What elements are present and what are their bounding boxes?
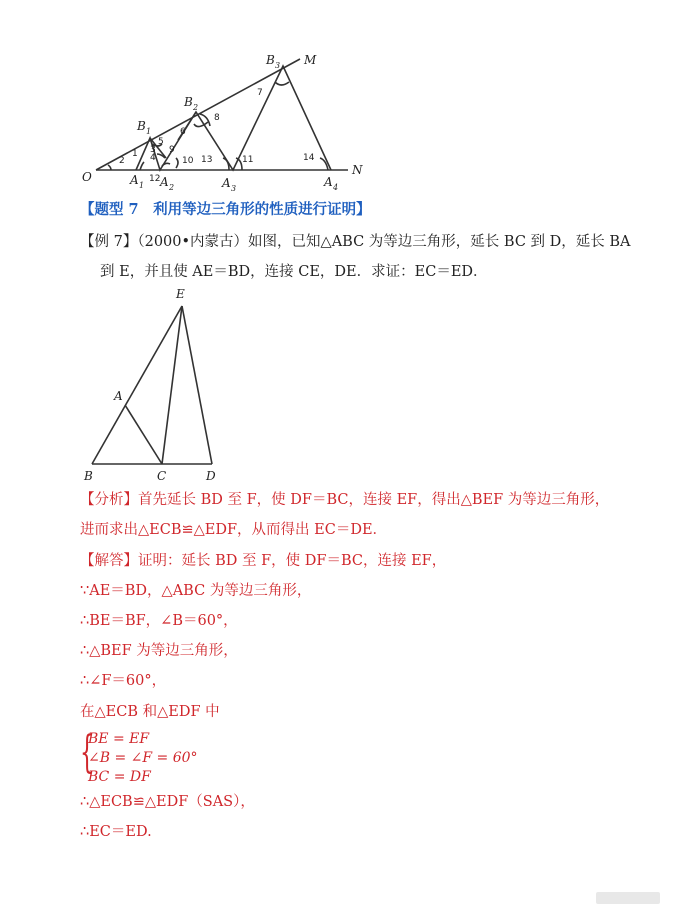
svg-text:C: C [157,469,167,483]
example-line-2: 到 E，并且使 AE＝BD，连接 CE，DE．求证：EC＝ED． [100,264,488,280]
svg-text:5: 5 [158,137,164,147]
solution-line-5: ∴∠F＝60°， [80,673,167,689]
svg-text:14: 14 [303,153,315,163]
figure-triangle [0,280,690,483]
svg-text:D: D [206,469,216,483]
svg-text:B: B [184,95,193,109]
svg-text:3: 3 [150,145,156,155]
svg-text:13: 13 [201,155,213,165]
svg-text:10: 10 [182,156,194,166]
solution-line-7: ∴△ECB≌△EDF（SAS）， [80,794,255,810]
solution-line-6: 在△ECB 和△EDF 中 [80,704,220,720]
svg-text:A: A [114,389,123,403]
svg-text:3: 3 [231,184,237,193]
svg-text:12: 12 [149,174,161,184]
segment-ac [125,405,162,464]
zigzag [136,66,331,170]
svg-text:2: 2 [193,103,199,112]
system-brace: { [80,727,94,778]
svg-text:A: A [130,173,139,187]
svg-text:9: 9 [169,145,175,155]
solution-line-2: ∵AE＝BD，△ABC 为等边三角形， [80,583,312,599]
solution-line-1: 【解答】证明：延长 BD 至 F，使 DF＝BC，连接 EF， [80,553,447,569]
svg-text:2: 2 [169,183,175,192]
system-line-3: BC = DF [88,769,151,785]
svg-text:O: O [82,170,92,184]
svg-text:B: B [84,469,93,483]
svg-text:A: A [222,176,231,190]
svg-text:11: 11 [242,155,254,165]
svg-text:1: 1 [132,149,138,159]
svg-text:A: A [324,175,333,189]
segment-be [92,306,182,464]
svg-text:A: A [160,175,169,189]
svg-text:8: 8 [214,113,220,123]
svg-text:N: N [352,163,363,177]
system-line-1: BE = EF [88,731,150,747]
svg-text:4: 4 [333,183,339,192]
solution-line-8: ∴EC＝ED. [80,824,152,840]
svg-text:M: M [304,53,317,67]
svg-text:E: E [176,287,185,301]
svg-text:B: B [137,119,146,133]
svg-text:4: 4 [150,153,156,163]
segment-de [182,306,212,464]
analysis-line-1: 【分析】首先延长 BD 至 F，使 DF＝BC，连接 EF，得出△BEF 为等边三角形， [80,492,610,508]
section-title: 【题型 7 利用等边三角形的性质进行证明】 [80,201,371,218]
svg-text:3: 3 [275,61,281,70]
solution-line-4: ∴△BEF 为等边三角形， [80,643,238,659]
system-line-2: ∠B = ∠F = 60° [88,750,198,766]
segment-ce [162,306,182,464]
solution-line-3: ∴BE＝BF，∠B＝60°， [80,613,238,629]
figure-angles-lines [0,0,690,200]
svg-text:6: 6 [180,127,186,137]
svg-text:2: 2 [119,156,125,166]
watermark [596,892,660,904]
svg-text:7: 7 [257,88,263,98]
analysis-line-2: 进而求出△ECB≌△EDF，从而得出 EC＝DE． [80,522,388,538]
svg-text:B: B [266,53,275,67]
example-line-1: 【例 7】（2000•内蒙古）如图，已知△ABC 为等边三角形，延长 BC 到 D，延长 BA [80,234,631,250]
svg-text:1: 1 [139,181,145,190]
svg-text:1: 1 [146,127,152,136]
